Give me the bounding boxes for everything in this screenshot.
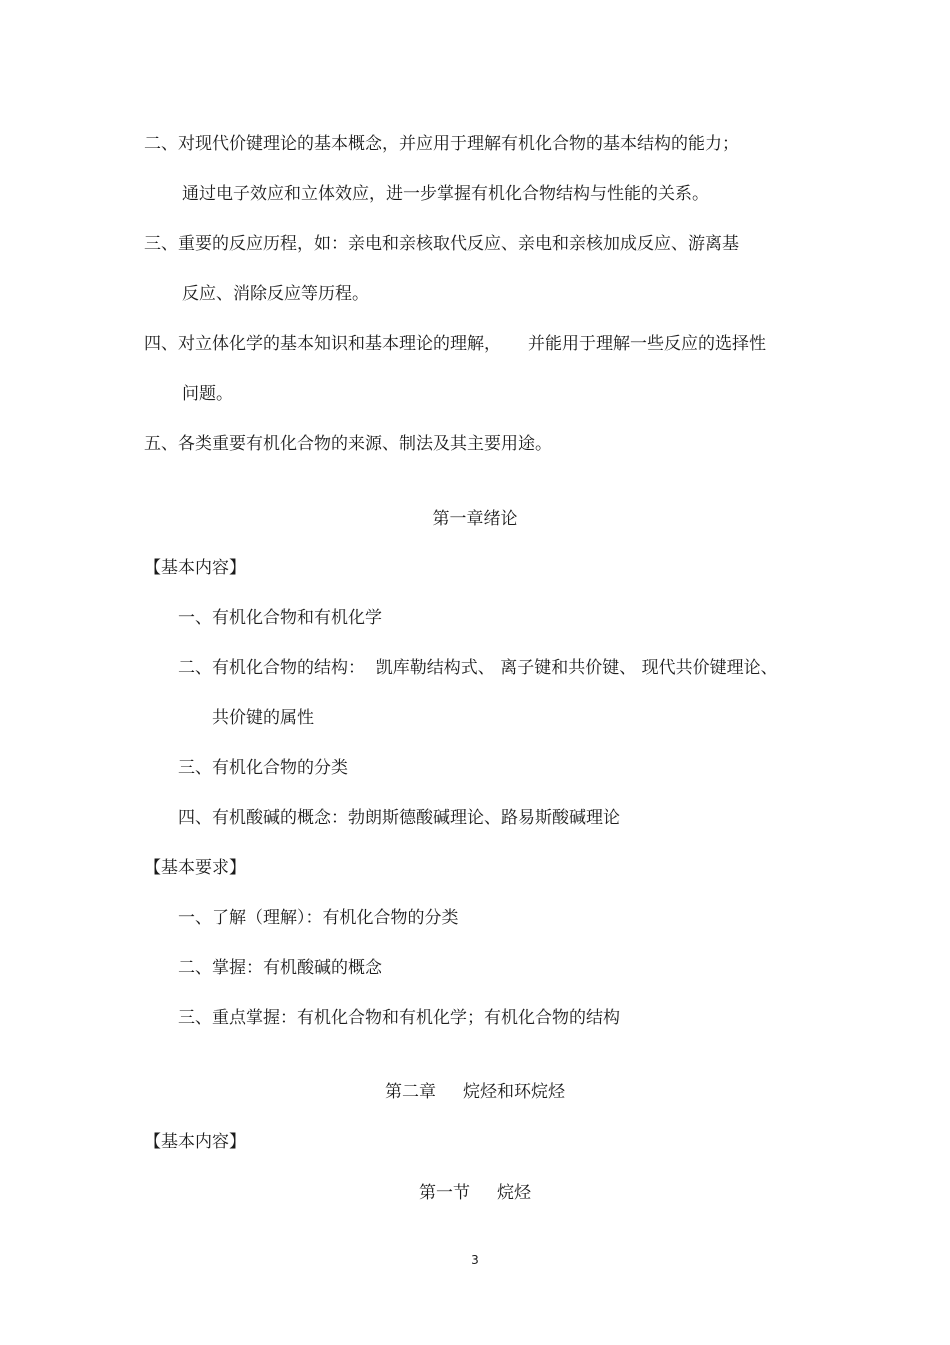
chapter-2-content-heading: 【基本内容】 <box>144 1132 246 1152</box>
chapter-1-content-item-3: 三、有机化合物的分类 <box>178 758 348 778</box>
chapter-1-requirements-heading: 【基本要求】 <box>144 858 246 878</box>
chapter-1-content-item-2-continued: 共价键的属性 <box>212 708 314 728</box>
chapter-1-content-item-4: 四、有机酸碱的概念：勃朗斯德酸碱理论、路易斯酸碱理论 <box>178 808 620 828</box>
intro-item-2-line-1: 二、对现代价键理论的基本概念，并应用于理解有机化合物的基本结构的能力； <box>144 134 739 154</box>
chapter-2-title: 第二章 烷烃和环烷烃 <box>384 1082 566 1102</box>
intro-item-4-line-1: 四、对立体化学的基本知识和基本理论的理解， 并能用于理解一些反应的选择性 <box>144 334 767 354</box>
chapter-2-section-1-title: 第一节 烷烃 <box>418 1183 532 1203</box>
chapter-1-content-item-2: 二、有机化合物的结构： 凯库勒结构式、 离子键和共价键、 现代共价键理论、 <box>178 658 778 678</box>
chapter-1-content-heading: 【基本内容】 <box>144 558 246 578</box>
chapter-1-requirement-2: 二、掌握：有机酸碱的概念 <box>178 958 382 978</box>
intro-item-3-line-1: 三、重要的反应历程，如：亲电和亲核取代反应、亲电和亲核加成反应、游离基 <box>144 234 739 254</box>
chapter-1-requirement-1: 一、了解（理解）：有机化合物的分类 <box>178 908 459 928</box>
intro-item-5: 五、各类重要有机化合物的来源、制法及其主要用途。 <box>144 434 552 454</box>
intro-item-3-line-2: 反应、消除反应等历程。 <box>182 284 369 304</box>
chapter-1-requirement-3: 三、重点掌握：有机化合物和有机化学；有机化合物的结构 <box>178 1008 620 1028</box>
page-number: 3 <box>471 1253 479 1267</box>
chapter-1-content-item-1: 一、有机化合物和有机化学 <box>178 608 382 628</box>
chapter-1-title: 第一章绪论 <box>432 509 518 529</box>
intro-item-4-line-2: 问题。 <box>182 384 233 404</box>
intro-item-2-line-2: 通过电子效应和立体效应，进一步掌握有机化合物结构与性能的关系。 <box>182 184 709 204</box>
